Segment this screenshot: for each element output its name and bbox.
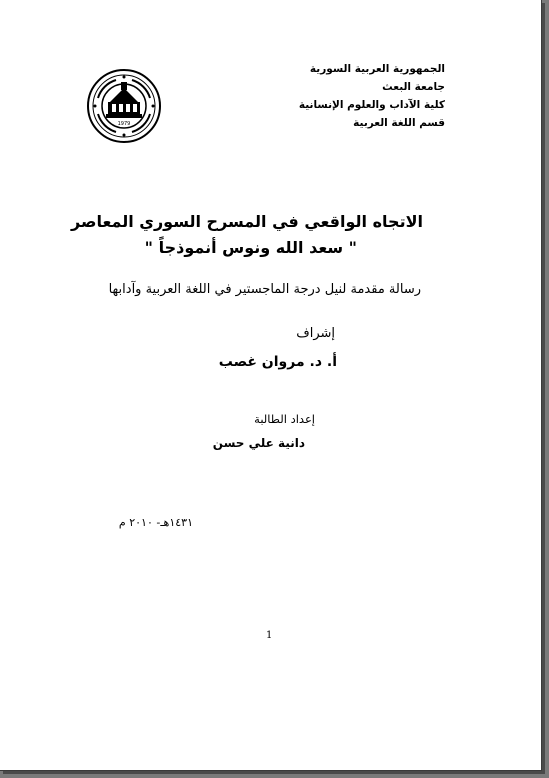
faculty-name: كلية الآداب والعلوم الإنسانية xyxy=(298,99,445,111)
seal-year: 1979 xyxy=(117,121,131,127)
institution-header xyxy=(299,60,445,132)
thesis-title-line2: " سعد الله ونوس أنموذجاً " xyxy=(144,238,357,257)
student-name: دانية علي حسن xyxy=(212,436,305,450)
university-name: جامعة البعث xyxy=(382,81,445,93)
thesis-subtitle: رسالة مقدمة لنيل درجة الماجستير في اللغة العربية وآدابها xyxy=(108,282,421,297)
country-name: الجمهورية العربية السورية xyxy=(309,63,445,75)
supervision-label: إشراف xyxy=(296,326,335,341)
page-number: 1 xyxy=(266,630,273,641)
thesis-title: الاتجاه الواقعي في المسرح السوري المعاصر xyxy=(71,212,423,231)
thesis-date: ١٤٣١هـ- ٢٠١٠ م xyxy=(118,516,193,529)
department-name: قسم اللغة العربية xyxy=(353,117,445,129)
prepared-by-label: إعداد الطالبة xyxy=(254,412,315,426)
university-seal-icon xyxy=(86,68,162,144)
supervisor-name: أ. د. مروان غصب xyxy=(218,354,337,370)
